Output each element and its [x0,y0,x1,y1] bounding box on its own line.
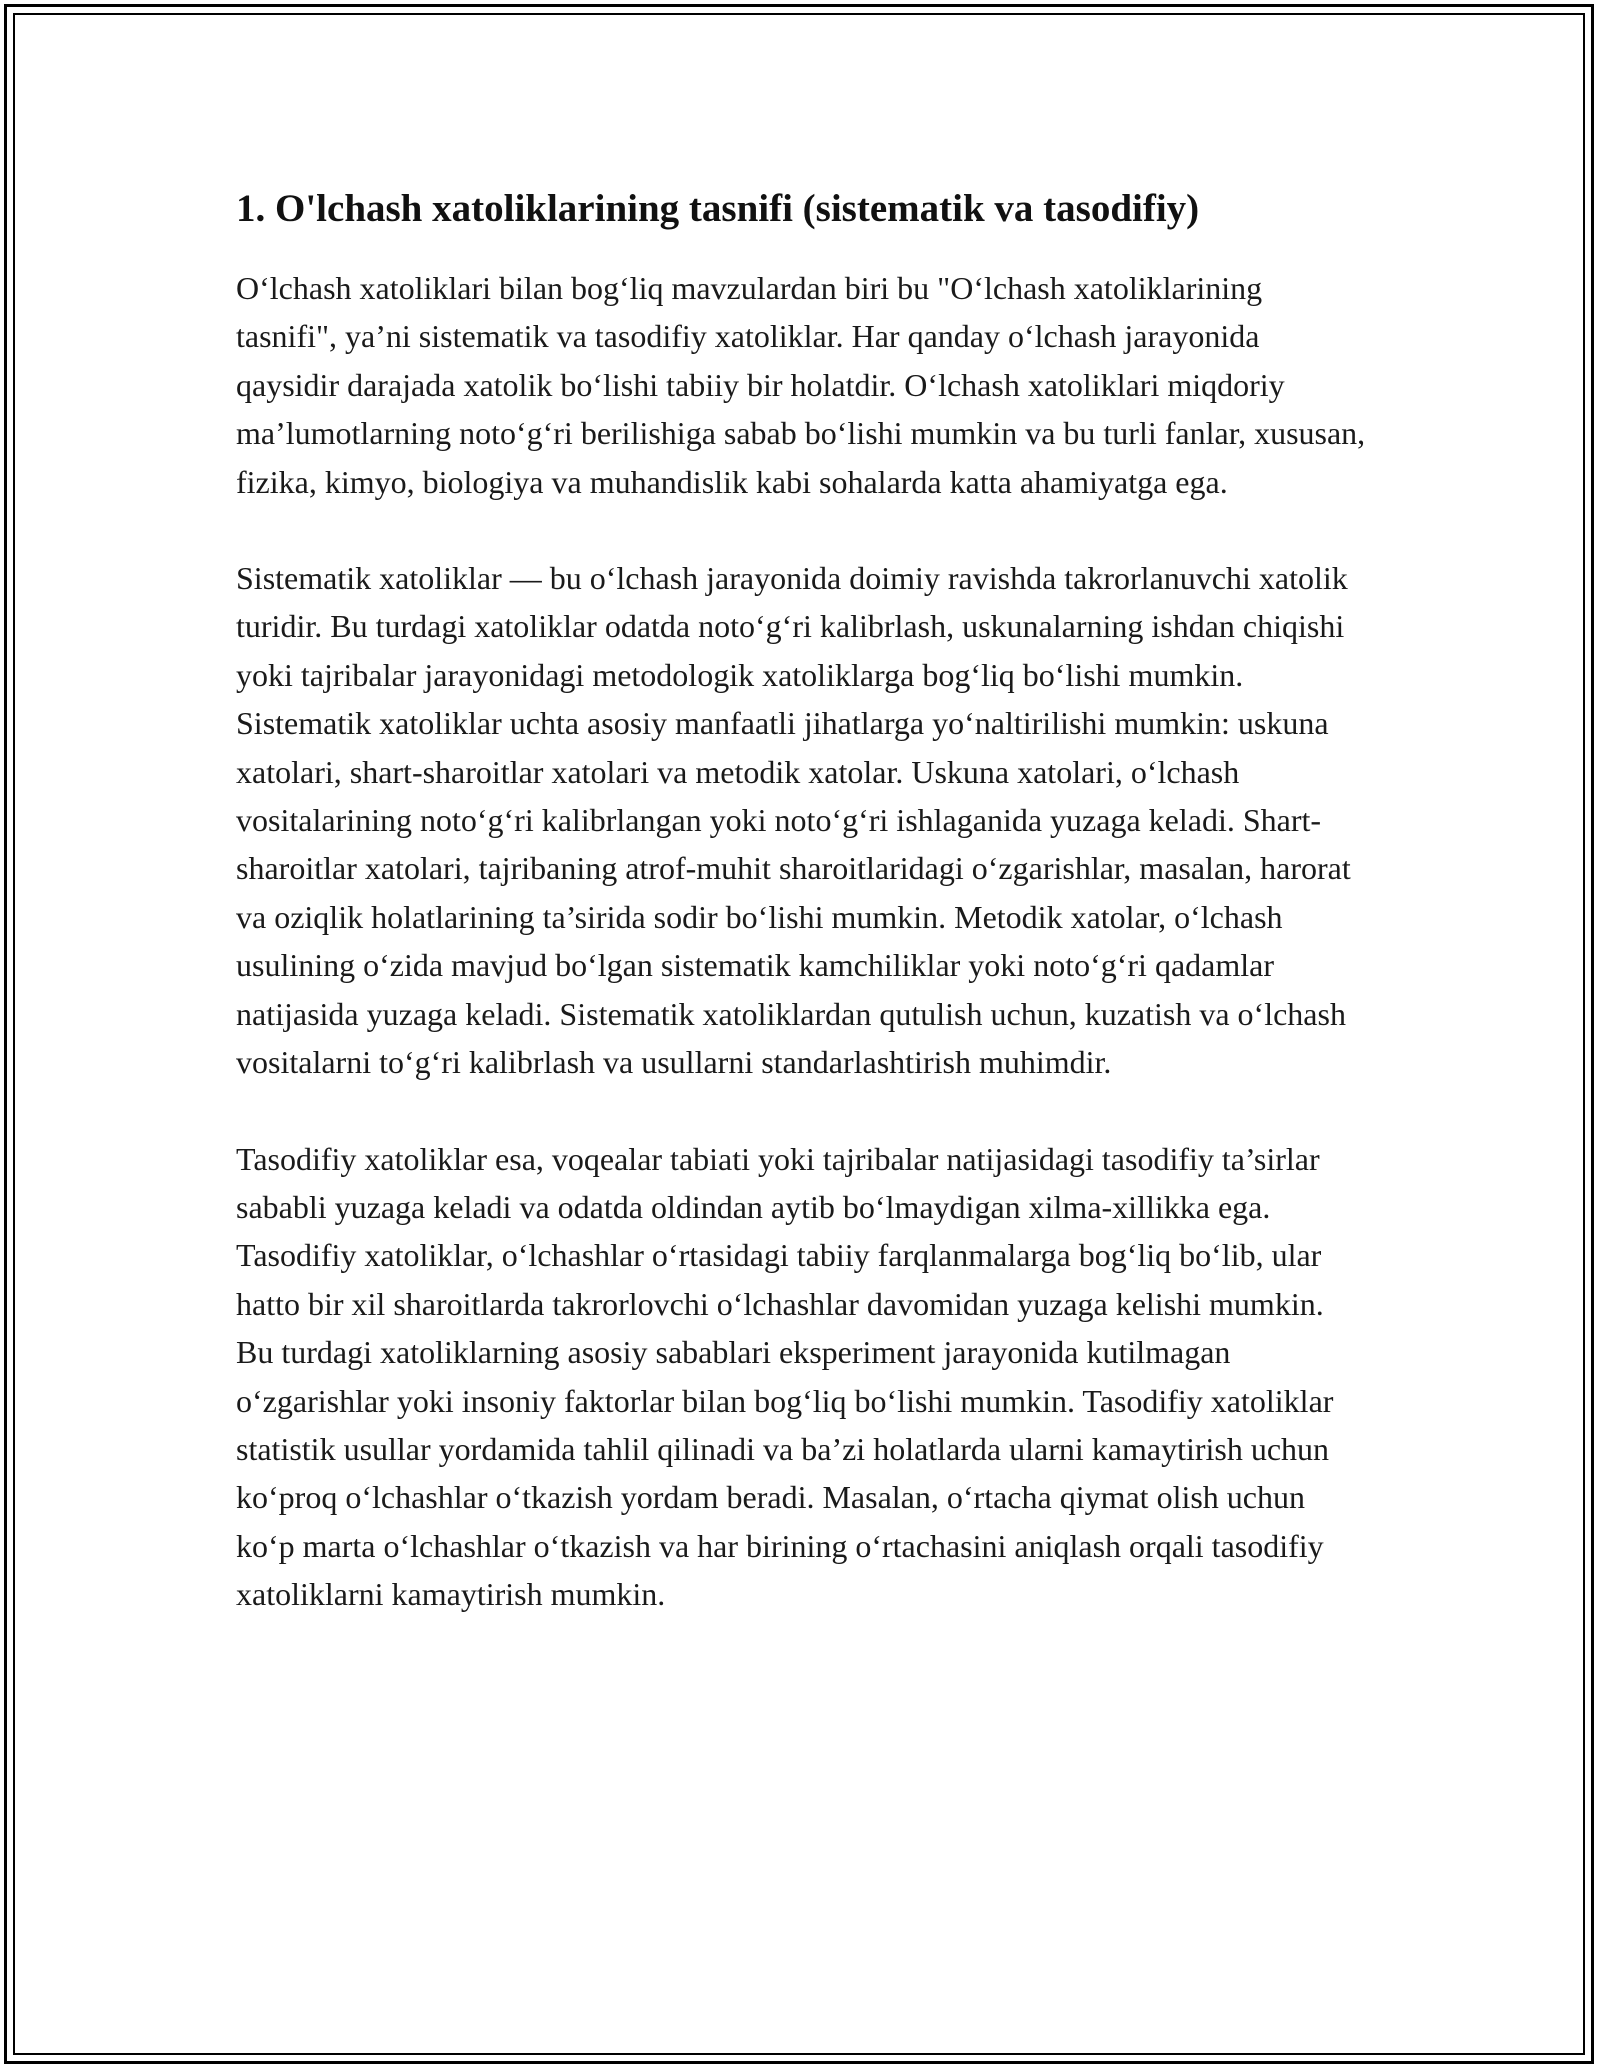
paragraph-systematic-errors: Sistematik xatoliklar — bu o‘lchash jarayonida doimiy ravishda takrorlanuvchi xatolik turidir. Bu turdagi xatoliklar odatda noto‘g‘ri kalibrlash, uskunalarning ishdan chiqishi yoki tajribalar jarayonidagi metodologik xatoliklarga bog‘liq bo‘lishi mumkin. Sistematik xatoliklar uchta asosiy manfaatli jihatlarga yo‘naltirilishi mumkin: uskuna xatolari, shart-sharoitlar xatolari va metodik xatolar. Uskuna xatolari, o‘lchash vositalarining noto‘g‘ri kalibrlangan yoki noto‘g‘ri ishlaganida yuzaga keladi. Shart-sharoitlar xatolari, tajribaning atrof-muhit sharoitlaridagi o‘zgarishlar, masalan, harorat va oziqlik holatlarining ta’sirida sodir bo‘lishi mumkin. Metodik xatolar, o‘lchash usulining o‘zida mavjud bo‘lgan sistematik kamchiliklar yoki noto‘g‘ri qadamlar natijasida yuzaga keladi. Sistematik xatoliklardan qutulish uchun, kuzatish va o‘lchash vositalarni to‘g‘ri kalibrlash va usullarni standarlashtirish muhimdir. [236,560,1351,1081]
section-heading: 1. O'lchash xatoliklarining tasnifi (sistematik va tasodifiy) [236,187,1200,230]
paragraph-intro: O‘lchash xatoliklari bilan bog‘liq mavzulardan biri bu "O‘lchash xatoliklarining tasnifi", ya’ni sistematik va tasodifiy xatoliklar. Har qanday o‘lchash jarayonida qaysidir darajada xatolik bo‘lishi tabiiy bir holatdir. O‘lchash xatoliklari miqdoriy ma’lumotlarning noto‘g‘ri berilishiga sabab bo‘lishi mumkin va bu turli fanlar, xususan, fizika, kimyo, biologiya va muhandislik kabi sohalarda katta ahamiyatga ega. [236,270,1366,500]
document-body [236,185,1366,1619]
paragraph-random-errors: Tasodifiy xatoliklar esa, voqealar tabiati yoki tajribalar natijasidagi tasodifiy ta’sirlar sababli yuzaga keladi va odatda oldindan aytib bo‘lmaydigan xilma-xillikka ega. Tasodifiy xatoliklar, o‘lchashlar o‘rtasidagi tabiiy farqlanmalarga bog‘liq bo‘lib, ular hatto bir xil sharoitlarda takrorlovchi o‘lchashlar davomidan yuzaga kelishi mumkin. Bu turdagi xatoliklarning asosiy sabablari eksperiment jarayonida kutilmagan o‘zgarishlar yoki insoniy faktorlar bilan bog‘liq bo‘lishi mumkin. Tasodifiy xatoliklar statistik usullar yordamida tahlil qilinadi va ba’zi holatlarda ularni kamaytirish uchun ko‘proq o‘lchashlar o‘tkazish yordam beradi. Masalan, o‘rtacha qiymat olish uchun ko‘p marta o‘lchashlar o‘tkazish va har birining o‘rtachasini aniqlash orqali tasodifiy xatoliklarni kamaytirish mumkin. [236,1140,1334,1613]
